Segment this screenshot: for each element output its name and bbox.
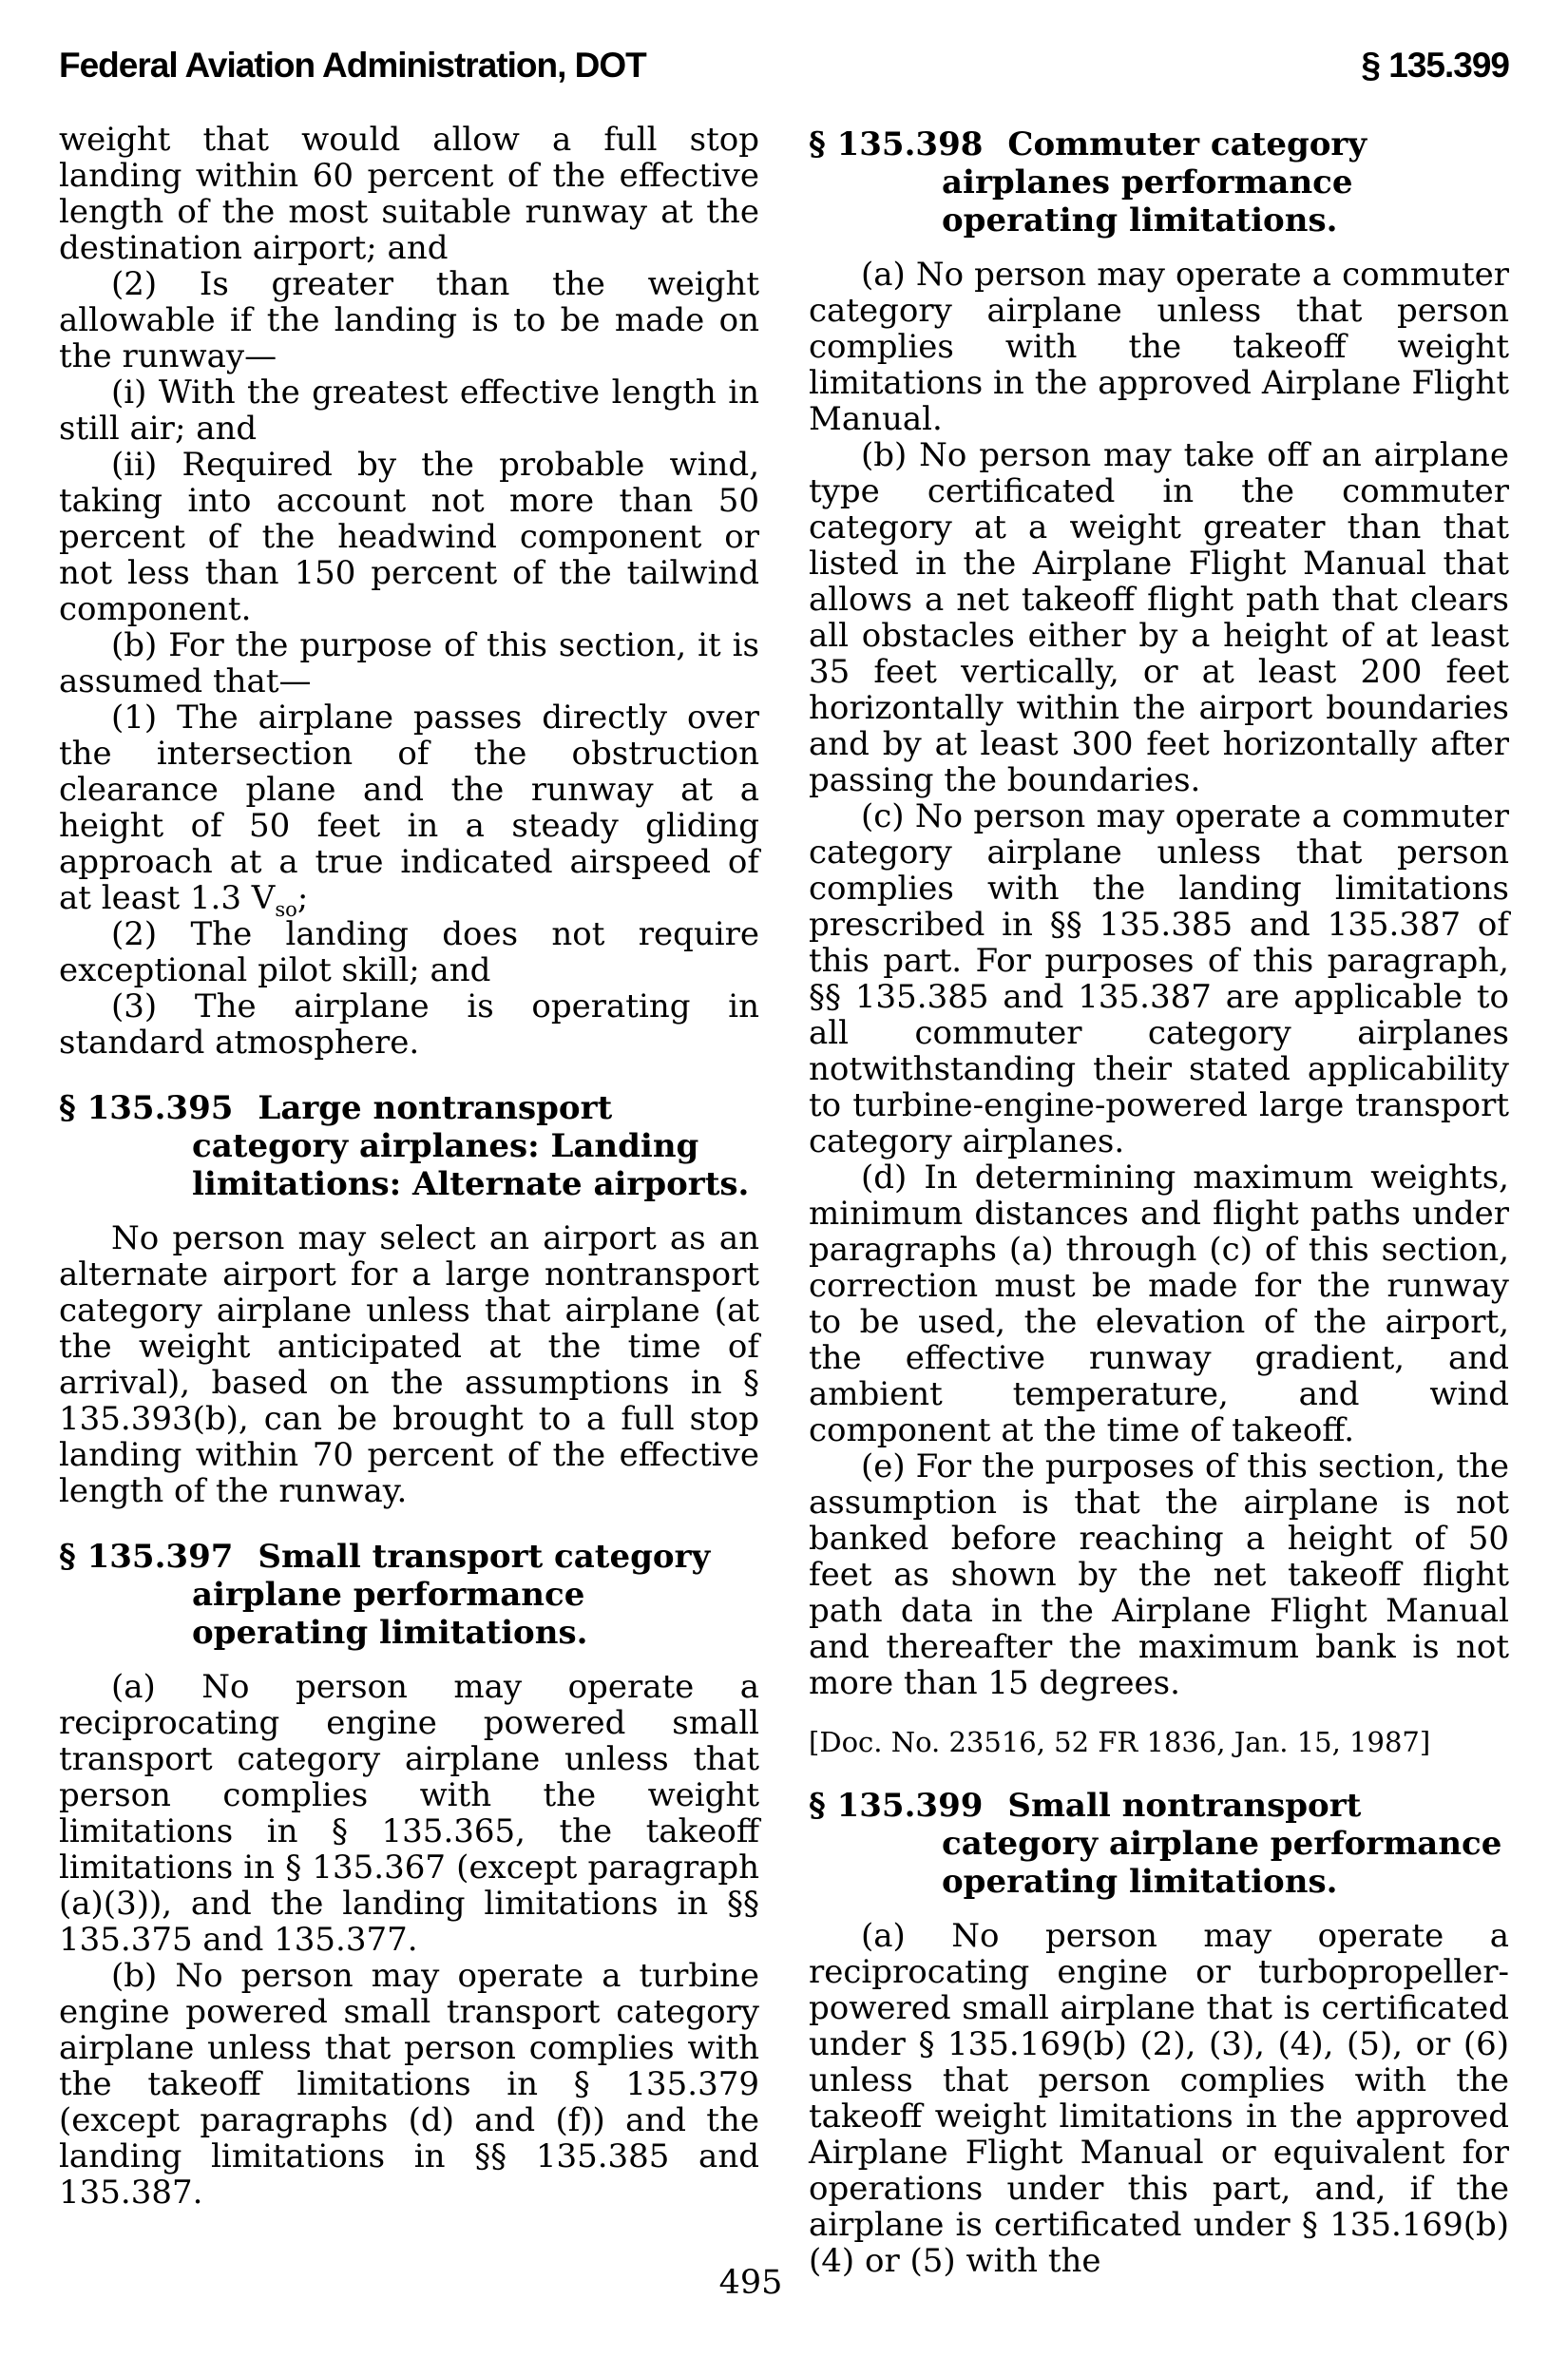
- paragraph-135-398-c: (c) No person may operate a commuter category airplane unless that person complies with the landing limitations prescribed in §§ 135.385 and 135.387 of this part. For purposes of this paragraph, §§ 135.385 and 135.387 are applicable to all commuter category airplanes notwithstanding their stated applicability to turbine-engine-powered large transport category airplanes.: [809, 797, 1509, 1160]
- paragraph-b-3: (3) The airplane is operating in standard atmosphere.: [59, 987, 759, 1062]
- paragraph-135-397-b: (b) No person may operate a turbine engine powered small transport category airplane unless that person complies with the takeoff limitations in § 135.379 (except paragraphs (d) and (f)) and the landing limitations in §§ 135.385 and 135.387.: [59, 1957, 759, 2212]
- paragraph-b-1-end: ;: [296, 879, 309, 917]
- paragraph-135-395-body: No person may select an airport as an alternate airport for a large nontransport category airplane unless that airplane (at the weight anticipated at the time of arrival), based on the assumptions in § 135.393(b), can be brought to a full stop landing within 70 percent of the effective length of the runway.: [59, 1219, 759, 1510]
- section-heading-135-398: [809, 125, 1509, 240]
- paragraph-135-398-a: (a) No person may operate a commuter category airplane unless that person complies with the takeoff weight limitations in the approved Airplane Flight Manual.: [809, 256, 1509, 438]
- paragraph-135-398-e: (e) For the purposes of this section, the assumption is that the airplane is not banked before reaching a height of 50 feet as shown by the net takeoff flight path data in the Airplane Flight Manual and thereafter the maximum bank is not more than 15 degrees.: [809, 1447, 1509, 1702]
- running-header: [59, 46, 1509, 86]
- paragraph-135-399-a: (a) No person may operate a reciprocating engine or turbopropeller-powered small airplane that is certificated under § 135.169(b) (2), (3), (4), (5), or (6) unless that person complies with the takeoff weight limitations in the approved Airplane Flight Manual or equivalent for operations under this part, and, if the airplane is certificated under § 135.169(b) (4) or (5) with the: [809, 1917, 1509, 2280]
- paragraph-2-i: (i) With the greatest effective length in still air; and: [59, 374, 759, 448]
- section-number: § 135.399: [809, 1787, 984, 1825]
- section-title: Small transport category airplane performance operating limitations.: [192, 1538, 711, 1652]
- paragraph-b-1: [59, 699, 759, 921]
- paragraph-continuation: weight that would allow a full stop landing within 60 percent of the effective length of the most suitable runway at the destination airport; and: [59, 121, 759, 267]
- paragraph-2-ii: (ii) Required by the probable wind, taking into account not more than 50 percent of the headwind component or not less than 150 percent of the tailwind component.: [59, 446, 759, 628]
- paragraph-135-397-a: (a) No person may operate a reciprocating engine powered small transport category airplane unless that person complies with the weight limitations in § 135.365, the takeoff limitations in § 135.367 (except paragraph (a)(3)), and the landing limitations in §§ 135.375 and 135.377.: [59, 1668, 759, 1959]
- section-heading-135-399: [809, 1787, 1509, 1901]
- left-column: [59, 122, 759, 2279]
- running-header-agency: Federal Aviation Administration, DOT: [59, 46, 646, 85]
- vso-subscript: so: [275, 896, 297, 921]
- section-title: Large nontransport category airplanes: Landing limitations: Alternate airports.: [192, 1089, 750, 1203]
- two-column-body: [59, 122, 1509, 2279]
- section-number: § 135.397: [59, 1538, 234, 1576]
- section-number: § 135.398: [809, 125, 984, 163]
- paragraph-b: (b) For the purpose of this section, it is assumed that—: [59, 626, 759, 700]
- section-heading-135-397: [59, 1538, 759, 1652]
- source-note: [Doc. No. 23516, 52 FR 1836, Jan. 15, 1987]: [809, 1726, 1431, 1758]
- paragraph-135-398-d: (d) In determining maximum weights, minimum distances and flight paths under paragraphs (a) through (c) of this section, correction must be made for the runway to be used, the elevation of the airport, the effective runway gradient, and ambient temperature, and wind component at the time of takeoff.: [809, 1159, 1509, 1449]
- page-number: 495: [718, 2264, 783, 2302]
- right-column: [809, 122, 1509, 2279]
- paragraph-b-2: (2) The landing does not require exceptional pilot skill; and: [59, 915, 759, 989]
- running-header-section-number: § 135.399: [1361, 46, 1509, 85]
- paragraph-b-1-text: (1) The airplane passes directly over the intersection of the obstruction clearance plane and the runway at a height of 50 feet in a steady gliding approach at a true indicated airspeed of at least 1.3 V: [59, 699, 759, 917]
- section-heading-135-395: [59, 1089, 759, 1203]
- section-title: Commuter category airplanes performance operating limitations.: [942, 125, 1367, 240]
- section-title: Small nontransport category airplane performance operating limitations.: [942, 1787, 1502, 1901]
- section-number: § 135.395: [59, 1089, 234, 1127]
- paragraph-135-398-b: (b) No person may take off an airplane type certificated in the commuter category at a weight greater than that listed in the Airplane Flight Manual that allows a net takeoff flight path that clears all obstacles either by a height of at least 35 feet vertically, or at least 200 feet horizontally within the airport boundaries and by at least 300 feet horizontally after passing the boundaries.: [809, 436, 1509, 799]
- paragraph-2: (2) Is greater than the weight allowable if the landing is to be made on the runway—: [59, 265, 759, 375]
